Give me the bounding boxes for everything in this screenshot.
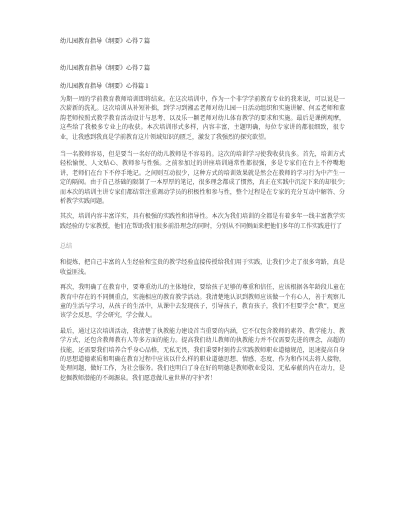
body-paragraph-4: 和提炼，把自己丰富的人生经验和宝贵的教学经验直接传授给我们用于实践，让我们少走了很多弯路，真是收益匪浅。 [60,259,345,276]
body-paragraph-2: 当一名教师容易，但是要当一名好的幼儿教师是不容易的。这次的培训学习使我收获良多。首先，培训方式轻松愉悦、人文贴心、教师参与性强。之前参加过的讲座培训通常性都很强，多是专家们在台上不停嘴地讲，老师们在台下不停手地记。之间则互动很少，这种方式的培训效果就是然会在教师的学习行为中产生一定的隔阂。由于自己基础的限制了一本厚厚的笔记，很多理念都成了惯然，真正在实践中沉淀下来的却很少;而本次的培训主讲专家们都结常注重调动学员的积极性和参与性，整个过程是在专家的充分互动中解答、分析教学实践问题。 [60,151,345,206]
document-title: 幼儿园教育指导《纲要》心得７篇 [60,38,151,45]
section-heading: 幼儿园教育指导《纲要》心得篇１ [60,83,151,90]
body-paragraph-5: 再次，我明确了在教育中，要尊重幼儿的主体地位，要给孩子足够的尊重和信任，应该根据各年龄段儿童在教育中存在的不同侧重点，实施相应的教育教学活动。我清楚地认识到教师应该做一个有心人，善于观察儿童的生活与学习，从孩子的生活中，从课中去发现孩子，引导孩子，教育孩子，我们不但要学会“教”，更应该学会反思，学会研究，学会做人。 [60,284,345,320]
body-paragraph-1: 为期一周的学前教育教师培训即将结束。在这次培训中，作为一个非学学前教育专业的我来说，可以说是一次崭新的洗礼。这次培训从补短补拙，到学习到湘孟老师对幼儿园一日活动组织和实施讲解、何孟老师和董韵老师按照式教学教育活动设计与思考、以及乐一颖老师对幼儿体育教学的要求和实施。最后是课例观摩，这些给了我极多专业上的收获。本次培训形式多样，内容丰富，主题明确，每位专家讲的都很细致，很专业，让我感到我真是学前教育这片领域知识的匮乏，激发了我强烈的探究欲望。 [60,96,345,141]
body-paragraph-6: 最后，通过这次培训活动，我清楚了执教能力建设首当重要的内涵，它不仅包含教师的素养、教学能力、教学方式，还包含教师教有人等多方面的能力。提高我们幼儿教师的执教能力并不仅需要先进的理念，高超的技能，还需要我们培养合乎身心品格，无私无畏，我们秉要时刻持去实践教师职业道德规范，迅速提高自身的思想道德素质和明确在教育过程中应该以什么样的职业道德思想、情感、态度、作为和作风去将人接物，处理问题，做好工作，为社会服务。我们也明白了身在好的明德是教师敬业爱岗、无私奉献的内在动力，是挖掘教师潜能的不竭源泉。我们愿意做儿童世界的守护者！ [60,327,345,382]
summary-heading: 总结 [60,243,73,251]
body-paragraph-3: 其次，培训内容丰富详实，具有极强的实践性和指导性。本次为我们培训的全都是有着多年一线丰富教学实践经验的专家教授，他们在帮助我们很多前沿理念的同时，分别从不同侧面来把他们多年的工作实践进行了 [60,213,345,230]
document-subtitle: 幼儿园教育指导《纲要》心得７篇 [60,65,151,72]
document-page [60,38,345,383]
